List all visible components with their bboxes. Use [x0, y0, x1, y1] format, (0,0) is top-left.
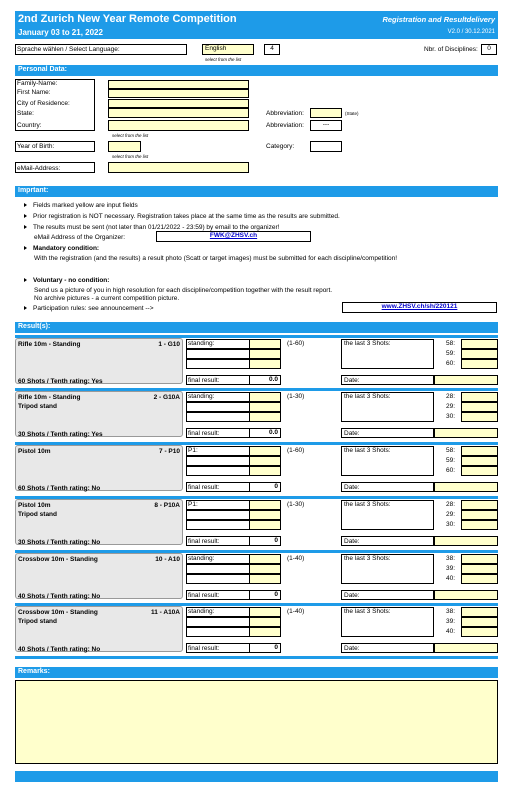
- last-shots-label: the last 3 Shots:: [344, 555, 391, 562]
- last-shot-3-input[interactable]: [461, 466, 498, 476]
- series-label-cell: [186, 466, 250, 476]
- remarks-header: Remarks:: [15, 667, 498, 678]
- important-item-3: The results must be sent (not later than 01/21/2022 - 23:59) by email to the organizer!: [24, 224, 279, 231]
- organizer-email-label: eMail Address of the Organizer:: [34, 234, 126, 241]
- voluntary-text-1: Send us a picture of you in high resolution for each discipline/competition together with the result report.: [34, 287, 333, 294]
- rules-link[interactable]: www.ZHSV.ch/sh/220121: [381, 303, 458, 310]
- shot-range: (1-60): [287, 447, 305, 454]
- discipline-code: 1 - G10: [158, 341, 180, 348]
- last-shot-3-input[interactable]: [461, 412, 498, 422]
- date-input[interactable]: [434, 482, 498, 492]
- discipline-name: Pistol 10m: [18, 448, 51, 455]
- series-input-1[interactable]: [249, 446, 281, 456]
- state-abbreviation-label: Abbreviation:: [266, 110, 304, 117]
- series-label-cell: [186, 402, 250, 412]
- version-label: V2.0 / 30.12.2021: [447, 29, 495, 35]
- series-input-1[interactable]: [249, 392, 281, 402]
- last-shot-1-label: 38:: [446, 608, 456, 615]
- discipline-shots: 60 Shots / Tenth rating: Yes: [18, 378, 103, 385]
- last-shot-2-input[interactable]: [461, 456, 498, 466]
- final-result-value: 0: [274, 644, 278, 651]
- series-label: standing:: [188, 555, 215, 562]
- country-select[interactable]: [108, 120, 249, 131]
- series-label: P1:: [188, 447, 198, 454]
- last-shot-2-label: 29:: [446, 403, 456, 410]
- discipline-separator: [15, 656, 498, 659]
- language-select[interactable]: [202, 44, 254, 55]
- discipline-subtitle: Tripod stand: [18, 511, 57, 518]
- first-name-input[interactable]: [108, 89, 249, 98]
- competition-dates: January 03 to 21, 2022: [18, 28, 103, 37]
- final-result-value: 0.0: [268, 376, 278, 383]
- last-shot-3-label: 30:: [446, 521, 456, 528]
- series-input-3[interactable]: [249, 359, 281, 369]
- discipline-name: Crossbow 10m - Standing: [18, 556, 98, 563]
- language-label: Sprache wählen / Select Language:: [17, 46, 120, 53]
- discipline-subtitle: Tripod stand: [18, 403, 57, 410]
- series-input-1[interactable]: [249, 339, 281, 349]
- final-result-value-cell: [249, 482, 281, 492]
- last-shot-3-input[interactable]: [461, 627, 498, 637]
- series-input-3[interactable]: [249, 466, 281, 476]
- date-label: Date:: [344, 538, 360, 545]
- discipline-name: Rifle 10m - Standing: [18, 394, 81, 401]
- final-result-value-cell: [249, 536, 281, 546]
- final-result-value: 0.0: [268, 429, 278, 436]
- category-value: [310, 141, 342, 152]
- state-abbreviation-input[interactable]: [310, 108, 342, 118]
- last-shot-1-label: 38:: [446, 555, 456, 562]
- series-input-1[interactable]: [249, 500, 281, 510]
- shot-range: (1-30): [287, 393, 305, 400]
- last-shot-1-input[interactable]: [461, 446, 498, 456]
- discipline-shots: 30 Shots / Tenth rating: Yes: [18, 431, 103, 438]
- page-title: 2nd Zurich New Year Remote Competition: [18, 13, 237, 25]
- last-shot-3-label: 60:: [446, 360, 456, 367]
- date-label: Date:: [344, 377, 360, 384]
- final-result-value: 0: [274, 483, 278, 490]
- discipline-name: Rifle 10m - Standing: [18, 341, 81, 348]
- date-input[interactable]: [434, 428, 498, 438]
- date-input[interactable]: [434, 643, 498, 653]
- series-input-2[interactable]: [249, 456, 281, 466]
- last-shot-2-label: 39:: [446, 565, 456, 572]
- series-input-2[interactable]: [249, 349, 281, 359]
- series-label: P1:: [188, 501, 198, 508]
- discipline-code: 8 - P10A: [154, 502, 180, 509]
- final-result-label: final result:: [188, 592, 220, 599]
- year-label: Year of Birth:: [17, 143, 55, 150]
- last-shot-2-label: 39:: [446, 618, 456, 625]
- last-shot-1-input[interactable]: [461, 607, 498, 617]
- final-result-label: final result:: [188, 645, 220, 652]
- important-item-2: Prior registration is NOT necessary. Registration takes place at the same time as the results are submitted.: [24, 213, 340, 220]
- last-shot-3-input[interactable]: [461, 359, 498, 369]
- final-result-value: 0: [274, 537, 278, 544]
- personal-data-header: Personal Data:: [15, 65, 498, 76]
- organizer-email-link[interactable]: FWK@ZHSV.ch: [209, 232, 258, 239]
- country-abbreviation-value: ---: [310, 120, 342, 131]
- last-shot-3-label: 30:: [446, 413, 456, 420]
- shot-range: (1-40): [287, 608, 305, 615]
- discipline-shots: 40 Shots / Tenth rating: No: [18, 593, 101, 600]
- discipline-code: 10 - A10: [155, 556, 180, 563]
- discipline-code: 7 - P10: [159, 448, 180, 455]
- date-input[interactable]: [434, 590, 498, 600]
- important-item-1: Fields marked yellow are input fields: [24, 202, 138, 209]
- series-input-3[interactable]: [249, 574, 281, 584]
- first-name-label: First Name:: [17, 89, 51, 96]
- final-result-value-cell: [249, 428, 281, 438]
- last-shots-label: the last 3 Shots:: [344, 340, 391, 347]
- series-label-cell: [186, 456, 250, 466]
- last-shot-2-input[interactable]: [461, 617, 498, 627]
- date-label: Date:: [344, 430, 360, 437]
- last-shot-3-input[interactable]: [461, 574, 498, 584]
- final-result-value-cell: [249, 375, 281, 385]
- last-shot-3-label: 60:: [446, 467, 456, 474]
- series-input-2[interactable]: [249, 564, 281, 574]
- important-item-4: Mandatory condition:: [24, 245, 99, 252]
- disciplines-label: Nbr. of Disciplines:: [424, 46, 478, 53]
- date-input[interactable]: [434, 536, 498, 546]
- important-header: Imprtant:: [15, 186, 498, 197]
- discipline-shots: 30 Shots / Tenth rating: No: [18, 539, 101, 546]
- shot-range: (1-60): [287, 340, 305, 347]
- series-label-cell: [186, 564, 250, 574]
- last-shot-2-input[interactable]: [461, 349, 498, 359]
- important-item-6: Participation rules: see announcement -->: [24, 305, 154, 312]
- last-shot-1-input[interactable]: [461, 339, 498, 349]
- language-index: 4: [264, 44, 280, 55]
- final-result-label: final result:: [188, 377, 220, 384]
- year-hint: select from the list: [112, 154, 149, 159]
- date-input[interactable]: [434, 375, 498, 385]
- category-label: Category:: [266, 143, 295, 150]
- language-hint: select from the list: [205, 57, 242, 62]
- registration-title: Registration and Resultdelivery: [382, 15, 495, 24]
- series-label-cell: [186, 617, 250, 627]
- email-input[interactable]: [108, 162, 249, 173]
- series-label-cell: [186, 412, 250, 422]
- last-shot-2-label: 59:: [446, 350, 456, 357]
- series-label-cell: [186, 574, 250, 584]
- series-input-2[interactable]: [249, 402, 281, 412]
- series-input-3[interactable]: [249, 412, 281, 422]
- date-label: Date:: [344, 484, 360, 491]
- results-header: Result(s):: [15, 322, 498, 333]
- last-shot-1-label: 58:: [446, 447, 456, 454]
- city-label: City of Residence:: [17, 100, 70, 107]
- final-result-value-cell: [249, 643, 281, 653]
- series-label: standing:: [188, 393, 215, 400]
- last-shot-3-input[interactable]: [461, 520, 498, 530]
- country-abbreviation-label: Abbreviation:: [266, 122, 304, 129]
- last-shot-1-label: 28:: [446, 501, 456, 508]
- email-label: eMail-Address:: [17, 165, 61, 172]
- last-shot-1-input[interactable]: [461, 500, 498, 510]
- discipline-code: 11 - A10A: [150, 609, 180, 616]
- series-input-3[interactable]: [249, 520, 281, 530]
- series-label-cell: [186, 510, 250, 520]
- final-result-value: 0: [274, 591, 278, 598]
- last-shot-3-label: 40:: [446, 575, 456, 582]
- final-result-label: final result:: [188, 538, 220, 545]
- last-shots-label: the last 3 Shots:: [344, 501, 391, 508]
- last-shot-1-label: 58:: [446, 340, 456, 347]
- voluntary-text-2: No archive pictures - a current competition picture.: [34, 295, 180, 302]
- family-name-input[interactable]: [108, 80, 249, 89]
- organizer-email-box[interactable]: [156, 231, 311, 242]
- series-label-cell: [186, 520, 250, 530]
- last-shot-2-input[interactable]: [461, 402, 498, 412]
- last-shot-2-input[interactable]: [461, 564, 498, 574]
- discipline-name: Pistol 10m: [18, 502, 51, 509]
- series-input-2[interactable]: [249, 617, 281, 627]
- rules-link-box[interactable]: [342, 302, 497, 313]
- discipline-shots: 40 Shots / Tenth rating: No: [18, 646, 101, 653]
- country-label: Country:: [17, 122, 42, 129]
- final-result-label: final result:: [188, 430, 220, 437]
- last-shot-1-input[interactable]: [461, 554, 498, 564]
- important-item-5: Voluntary - no condition:: [24, 277, 109, 284]
- discipline-shots: 60 Shots / Tenth rating: No: [18, 485, 101, 492]
- discipline-subtitle: Tripod stand: [18, 618, 57, 625]
- shot-range: (1-30): [287, 501, 305, 508]
- last-shots-label: the last 3 Shots:: [344, 393, 391, 400]
- last-shot-1-label: 28:: [446, 393, 456, 400]
- final-result-value-cell: [249, 590, 281, 600]
- series-input-1[interactable]: [249, 607, 281, 617]
- country-hint: select from the list: [112, 133, 149, 138]
- series-label-cell: [186, 359, 250, 369]
- shot-range: (1-40): [287, 555, 305, 562]
- year-select[interactable]: [108, 141, 141, 152]
- city-input[interactable]: [108, 99, 249, 108]
- series-label: standing:: [188, 340, 215, 347]
- disciplines-count: 0: [481, 44, 497, 55]
- state-input[interactable]: [108, 108, 249, 118]
- series-label-cell: [186, 627, 250, 637]
- last-shot-2-input[interactable]: [461, 510, 498, 520]
- last-shot-2-label: 29:: [446, 511, 456, 518]
- last-shots-label: the last 3 Shots:: [344, 447, 391, 454]
- footer-bar: [15, 771, 498, 782]
- date-label: Date:: [344, 645, 360, 652]
- state-note: (State): [345, 111, 359, 116]
- last-shots-label: the last 3 Shots:: [344, 608, 391, 615]
- last-shot-3-label: 40:: [446, 628, 456, 635]
- discipline-code: 2 - G10A: [153, 394, 180, 401]
- series-label: standing:: [188, 608, 215, 615]
- series-input-3[interactable]: [249, 627, 281, 637]
- final-result-label: final result:: [188, 484, 220, 491]
- date-label: Date:: [344, 592, 360, 599]
- series-input-1[interactable]: [249, 554, 281, 564]
- language-value: English: [205, 45, 227, 52]
- state-label: State:: [17, 110, 34, 117]
- discipline-name: Crossbow 10m - Standing: [18, 609, 98, 616]
- series-input-2[interactable]: [249, 510, 281, 520]
- last-shot-2-label: 59:: [446, 457, 456, 464]
- family-name-label: Family-Name:: [17, 80, 58, 87]
- series-label-cell: [186, 349, 250, 359]
- remarks-input[interactable]: [15, 680, 498, 764]
- mandatory-text: With the registration (and the results) a result photo (Scatt or target images) must be submitted for each discipline/competition!: [34, 255, 398, 262]
- last-shot-1-input[interactable]: [461, 392, 498, 402]
